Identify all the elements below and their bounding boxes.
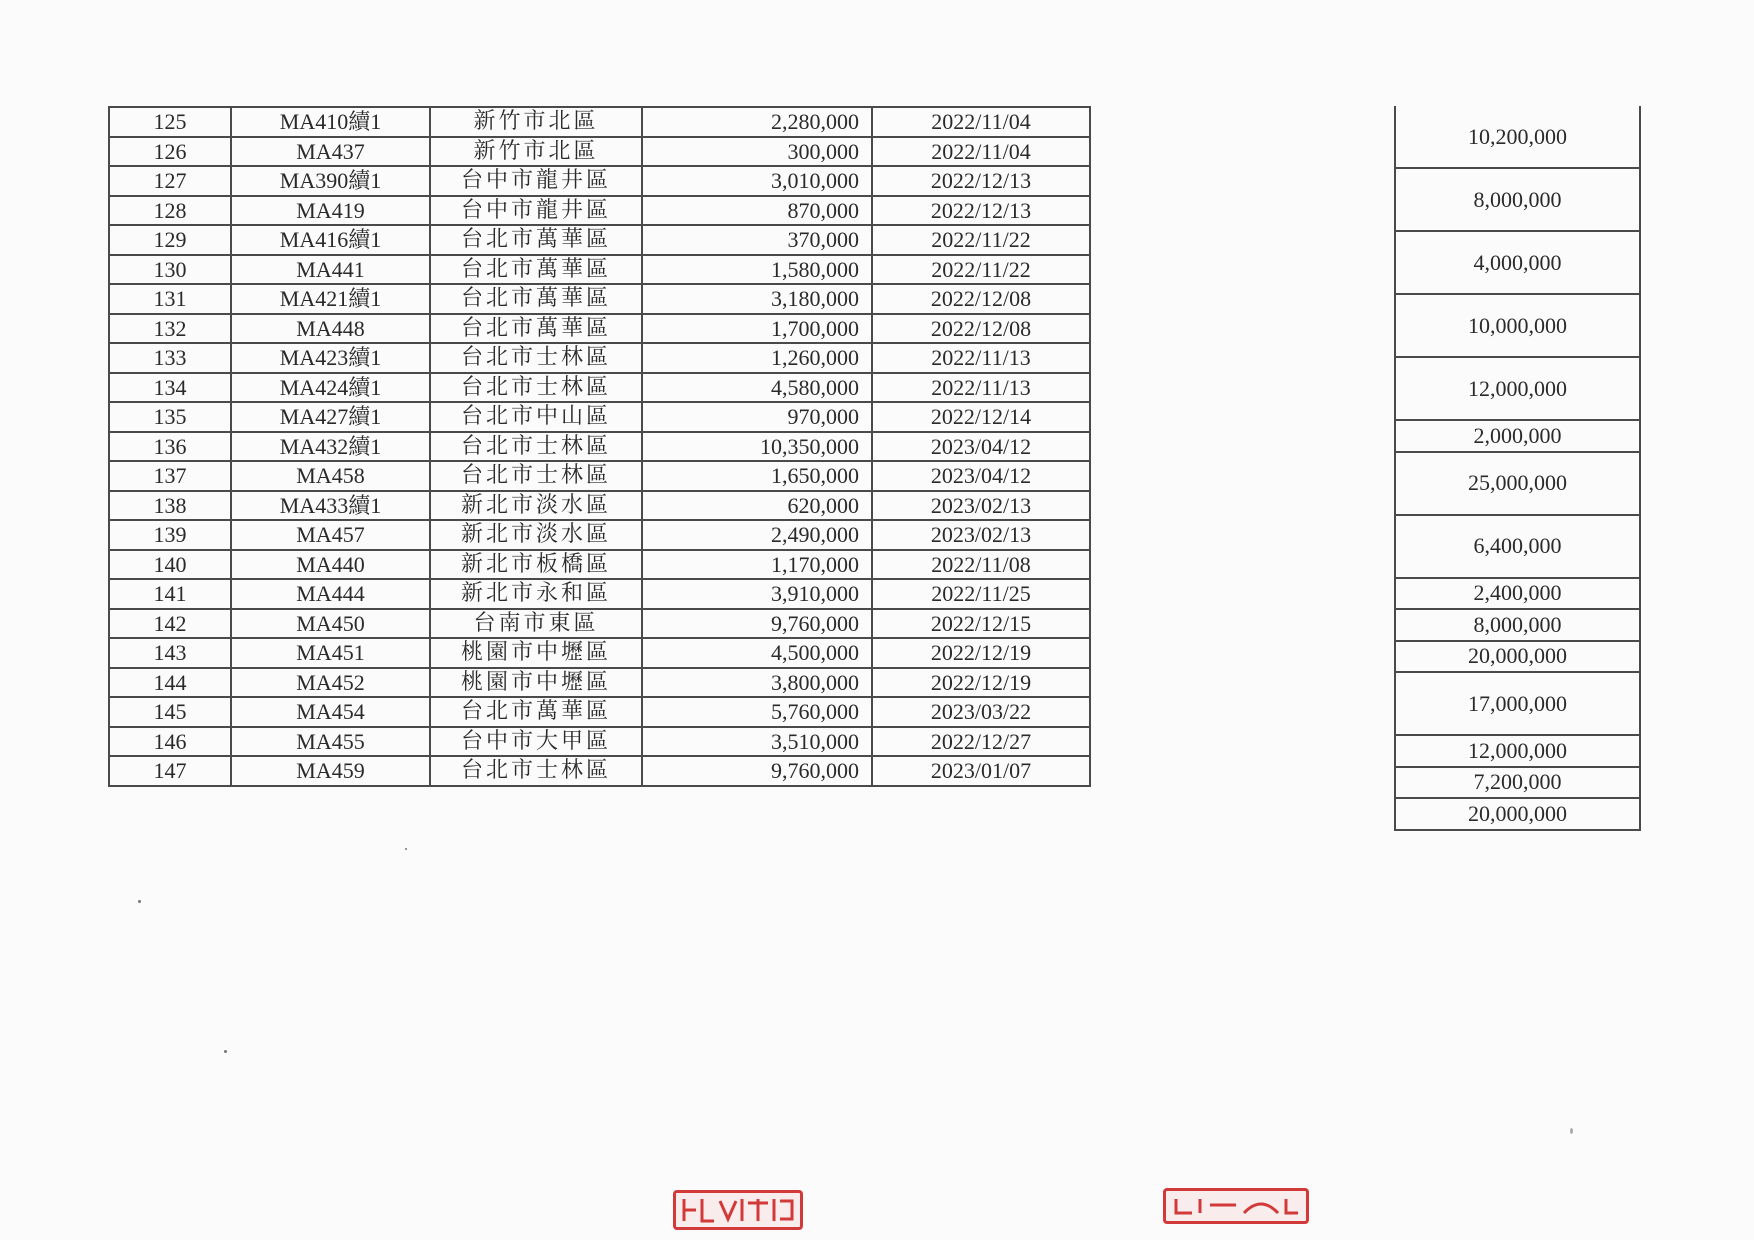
table-row — [109, 461, 1090, 491]
row-number-cell: 133 — [109, 343, 231, 373]
date-cell: 2022/11/22 — [872, 255, 1090, 285]
red-seal-stamp-right — [1163, 1188, 1309, 1224]
summary-amount-cell: 25,000,000 — [1395, 452, 1640, 515]
date-cell: 2022/12/27 — [872, 727, 1090, 757]
amount-cell: 5,760,000 — [642, 697, 872, 727]
case-id-cell: MA410續1 — [231, 107, 430, 137]
case-id-cell: MA451 — [231, 638, 430, 668]
summary-row — [1395, 609, 1640, 641]
amount-cell: 2,490,000 — [642, 520, 872, 550]
table-row — [109, 668, 1090, 698]
summary-row — [1395, 578, 1640, 610]
case-id-cell: MA452 — [231, 668, 430, 698]
summary-amount-cell: 8,000,000 — [1395, 609, 1640, 641]
row-number-cell: 137 — [109, 461, 231, 491]
row-number-cell: 136 — [109, 432, 231, 462]
table-row — [109, 107, 1090, 137]
amount-cell: 870,000 — [642, 196, 872, 226]
amount-cell: 620,000 — [642, 491, 872, 521]
location-cell: 新北市淡水區 — [430, 491, 642, 521]
amount-cell: 3,510,000 — [642, 727, 872, 757]
case-id-cell: MA421續1 — [231, 284, 430, 314]
location-cell: 台中市龍井區 — [430, 196, 642, 226]
loan-table-body — [109, 107, 1090, 786]
amount-cell: 3,180,000 — [642, 284, 872, 314]
amount-cell: 3,800,000 — [642, 668, 872, 698]
table-row — [109, 550, 1090, 580]
case-id-cell: MA441 — [231, 255, 430, 285]
date-cell: 2022/12/08 — [872, 314, 1090, 344]
amount-cell: 3,010,000 — [642, 166, 872, 196]
summary-amount-cell: 10,000,000 — [1395, 294, 1640, 357]
row-number-cell: 128 — [109, 196, 231, 226]
summary-row — [1395, 420, 1640, 452]
row-number-cell: 126 — [109, 137, 231, 167]
amount-cell: 10,350,000 — [642, 432, 872, 462]
case-id-cell: MA444 — [231, 579, 430, 609]
location-cell: 台中市大甲區 — [430, 727, 642, 757]
table-row — [109, 609, 1090, 639]
scan-speck — [405, 848, 407, 850]
amount-cell: 2,280,000 — [642, 107, 872, 137]
amount-cell: 1,170,000 — [642, 550, 872, 580]
summary-row — [1395, 452, 1640, 515]
case-id-cell: MA450 — [231, 609, 430, 639]
summary-amount-cell: 20,000,000 — [1395, 798, 1640, 830]
location-cell: 台北市士林區 — [430, 461, 642, 491]
table-row — [109, 579, 1090, 609]
amount-cell: 1,580,000 — [642, 255, 872, 285]
case-id-cell: MA454 — [231, 697, 430, 727]
case-id-cell: MA427續1 — [231, 402, 430, 432]
row-number-cell: 139 — [109, 520, 231, 550]
amount-cell: 970,000 — [642, 402, 872, 432]
case-id-cell: MA437 — [231, 137, 430, 167]
date-cell: 2023/04/12 — [872, 432, 1090, 462]
location-cell: 新北市永和區 — [430, 579, 642, 609]
date-cell: 2022/12/15 — [872, 609, 1090, 639]
location-cell: 台南市東區 — [430, 609, 642, 639]
location-cell: 台北市萬華區 — [430, 314, 642, 344]
case-id-cell: MA458 — [231, 461, 430, 491]
summary-amount-cell: 6,400,000 — [1395, 515, 1640, 578]
summary-amount-cell: 2,000,000 — [1395, 420, 1640, 452]
location-cell: 新北市淡水區 — [430, 520, 642, 550]
loan-table — [108, 106, 1091, 787]
location-cell: 台北市士林區 — [430, 373, 642, 403]
summary-amount-cell: 8,000,000 — [1395, 168, 1640, 231]
location-cell: 台北市萬華區 — [430, 697, 642, 727]
date-cell: 2022/12/08 — [872, 284, 1090, 314]
location-cell: 台北市萬華區 — [430, 284, 642, 314]
row-number-cell: 130 — [109, 255, 231, 285]
amount-cell: 4,500,000 — [642, 638, 872, 668]
date-cell: 2022/12/19 — [872, 638, 1090, 668]
table-row — [109, 491, 1090, 521]
row-number-cell: 134 — [109, 373, 231, 403]
summary-amount-cell: 10,200,000 — [1395, 106, 1640, 168]
row-number-cell: 140 — [109, 550, 231, 580]
location-cell: 桃園市中壢區 — [430, 638, 642, 668]
amount-cell: 3,910,000 — [642, 579, 872, 609]
table-row — [109, 314, 1090, 344]
case-id-cell: MA455 — [231, 727, 430, 757]
date-cell: 2022/12/19 — [872, 668, 1090, 698]
table-row — [109, 137, 1090, 167]
table-row — [109, 343, 1090, 373]
location-cell: 台北市士林區 — [430, 756, 642, 786]
summary-row — [1395, 672, 1640, 735]
summary-row — [1395, 798, 1640, 830]
row-number-cell: 142 — [109, 609, 231, 639]
case-id-cell: MA440 — [231, 550, 430, 580]
date-cell: 2022/11/22 — [872, 225, 1090, 255]
amount-cell: 1,700,000 — [642, 314, 872, 344]
row-number-cell: 145 — [109, 697, 231, 727]
date-cell: 2023/02/13 — [872, 491, 1090, 521]
row-number-cell: 144 — [109, 668, 231, 698]
location-cell: 台北市士林區 — [430, 343, 642, 373]
scan-speck — [224, 1050, 227, 1053]
row-number-cell: 147 — [109, 756, 231, 786]
case-id-cell: MA424續1 — [231, 373, 430, 403]
case-id-cell: MA448 — [231, 314, 430, 344]
summary-amount-cell: 2,400,000 — [1395, 578, 1640, 610]
row-number-cell: 135 — [109, 402, 231, 432]
row-number-cell: 146 — [109, 727, 231, 757]
summary-row — [1395, 231, 1640, 294]
row-number-cell: 138 — [109, 491, 231, 521]
row-number-cell: 127 — [109, 166, 231, 196]
summary-amount-cell: 12,000,000 — [1395, 735, 1640, 767]
table-row — [109, 520, 1090, 550]
date-cell: 2023/01/07 — [872, 756, 1090, 786]
scan-speck — [138, 900, 141, 903]
location-cell: 新竹市北區 — [430, 137, 642, 167]
row-number-cell: 129 — [109, 225, 231, 255]
amount-cell: 9,760,000 — [642, 756, 872, 786]
table-row — [109, 373, 1090, 403]
date-cell: 2023/03/22 — [872, 697, 1090, 727]
date-cell: 2022/11/08 — [872, 550, 1090, 580]
summary-amount-cell: 17,000,000 — [1395, 672, 1640, 735]
amount-cell: 4,580,000 — [642, 373, 872, 403]
amount-cell: 300,000 — [642, 137, 872, 167]
row-number-cell: 125 — [109, 107, 231, 137]
summary-amount-cell: 4,000,000 — [1395, 231, 1640, 294]
location-cell: 台中市龍井區 — [430, 166, 642, 196]
case-id-cell: MA419 — [231, 196, 430, 226]
table-row — [109, 166, 1090, 196]
amount-cell: 9,760,000 — [642, 609, 872, 639]
case-id-cell: MA457 — [231, 520, 430, 550]
amount-cell: 1,650,000 — [642, 461, 872, 491]
summary-amount-cell: 7,200,000 — [1395, 767, 1640, 799]
summary-row — [1395, 641, 1640, 673]
case-id-cell: MA416續1 — [231, 225, 430, 255]
row-number-cell: 141 — [109, 579, 231, 609]
row-number-cell: 143 — [109, 638, 231, 668]
table-row — [109, 255, 1090, 285]
amount-summary-column — [1394, 106, 1641, 831]
table-row — [109, 756, 1090, 786]
date-cell: 2022/11/04 — [872, 137, 1090, 167]
date-cell: 2022/12/13 — [872, 166, 1090, 196]
table-row — [109, 225, 1090, 255]
summary-amount-cell: 20,000,000 — [1395, 641, 1640, 673]
summary-row — [1395, 357, 1640, 420]
case-id-cell: MA432續1 — [231, 432, 430, 462]
table-row — [109, 432, 1090, 462]
case-id-cell: MA433續1 — [231, 491, 430, 521]
date-cell: 2022/11/13 — [872, 343, 1090, 373]
table-row — [109, 402, 1090, 432]
scan-speck — [1570, 1128, 1573, 1134]
row-number-cell: 131 — [109, 284, 231, 314]
location-cell: 台北市萬華區 — [430, 255, 642, 285]
case-id-cell: MA459 — [231, 756, 430, 786]
date-cell: 2022/11/25 — [872, 579, 1090, 609]
amount-cell: 370,000 — [642, 225, 872, 255]
date-cell: 2022/11/13 — [872, 373, 1090, 403]
table-row — [109, 697, 1090, 727]
table-row — [109, 196, 1090, 226]
table-row — [109, 727, 1090, 757]
row-number-cell: 132 — [109, 314, 231, 344]
location-cell: 新竹市北區 — [430, 107, 642, 137]
location-cell: 新北市板橋區 — [430, 550, 642, 580]
case-id-cell: MA390續1 — [231, 166, 430, 196]
date-cell: 2022/12/14 — [872, 402, 1090, 432]
location-cell: 台北市萬華區 — [430, 225, 642, 255]
location-cell: 台北市中山區 — [430, 402, 642, 432]
table-row — [109, 638, 1090, 668]
date-cell: 2022/12/13 — [872, 196, 1090, 226]
red-seal-stamp-left — [673, 1190, 803, 1230]
summary-row — [1395, 168, 1640, 231]
summary-amount-cell: 12,000,000 — [1395, 357, 1640, 420]
date-cell: 2023/04/12 — [872, 461, 1090, 491]
location-cell: 台北市士林區 — [430, 432, 642, 462]
case-id-cell: MA423續1 — [231, 343, 430, 373]
date-cell: 2023/02/13 — [872, 520, 1090, 550]
summary-row — [1395, 515, 1640, 578]
date-cell: 2022/11/04 — [872, 107, 1090, 137]
summary-row — [1395, 735, 1640, 767]
amount-summary-body — [1395, 106, 1640, 830]
amount-cell: 1,260,000 — [642, 343, 872, 373]
table-row — [109, 284, 1090, 314]
location-cell: 桃園市中壢區 — [430, 668, 642, 698]
summary-row — [1395, 767, 1640, 799]
summary-row — [1395, 294, 1640, 357]
summary-row — [1395, 106, 1640, 168]
